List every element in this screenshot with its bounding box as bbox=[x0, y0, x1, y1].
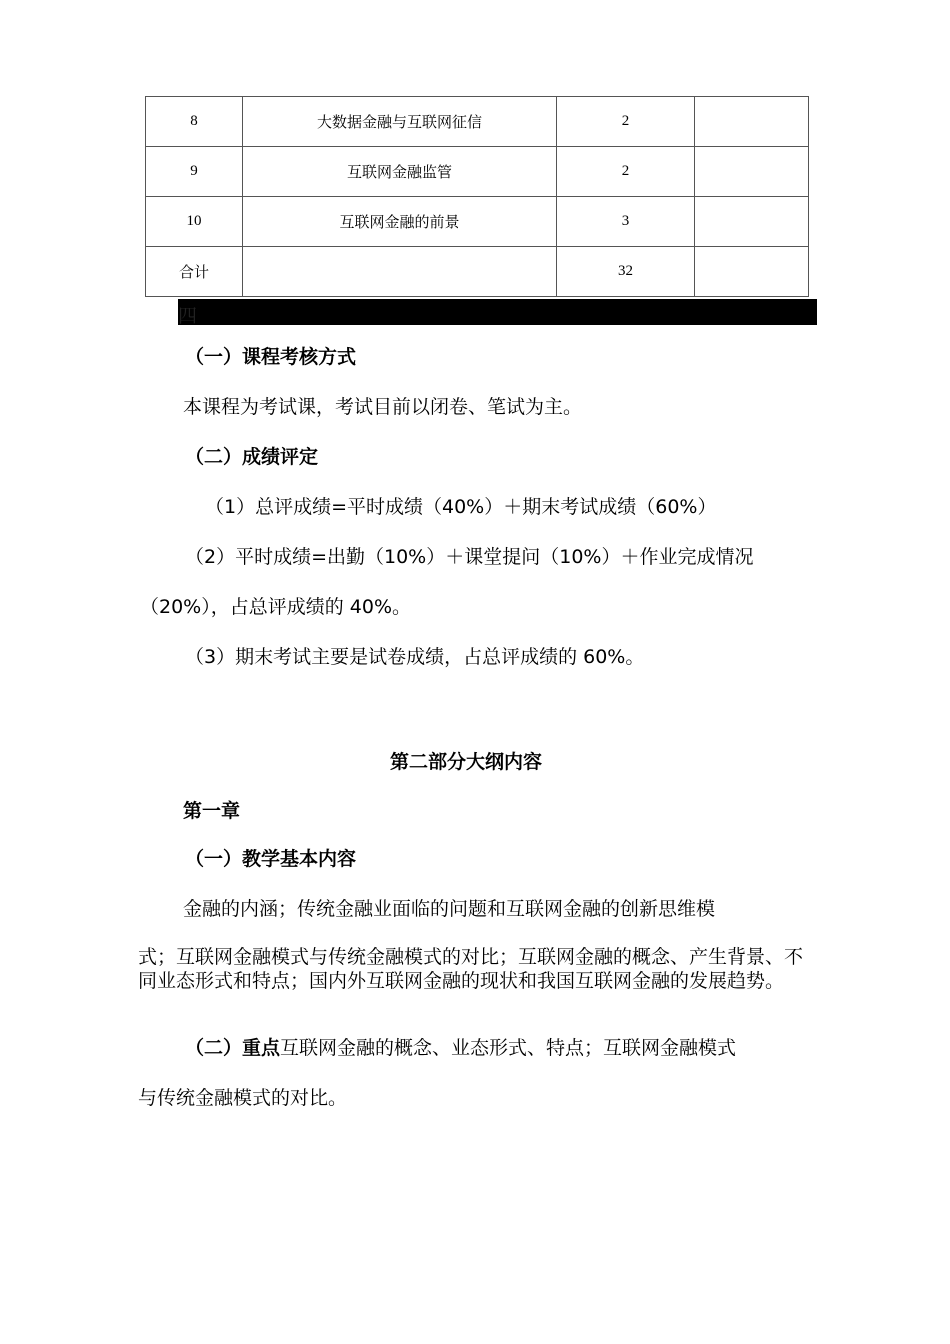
hours-cell: 2 bbox=[557, 97, 695, 147]
key-points-text: 互联网金融的概念、业态形式、特点；互联网金融模式 bbox=[280, 1037, 737, 1059]
assessment-method-heading: （一）课程考核方式 bbox=[185, 346, 357, 368]
section-number-marker: 四 bbox=[178, 305, 198, 327]
hours-cell: 3 bbox=[557, 197, 695, 247]
grading-item-2-line-2: （20%），占总评成绩的 40%。 bbox=[140, 596, 412, 618]
total-label-cell: 合计 bbox=[146, 247, 243, 297]
teaching-content-line-1: 金融的内涵；传统金融业面临的问题和互联网金融的创新思维模 bbox=[183, 898, 716, 920]
note-cell bbox=[695, 147, 809, 197]
key-points-line-2: 与传统金融模式的对比。 bbox=[138, 1087, 348, 1109]
chapter-number-cell: 8 bbox=[146, 97, 243, 147]
note-cell bbox=[695, 197, 809, 247]
grading-item-2-line-1: （2）平时成绩=出勤（10%）＋课堂提问（10%）＋作业完成情况 bbox=[185, 546, 754, 568]
table-total-row bbox=[146, 247, 809, 297]
note-cell bbox=[695, 247, 809, 297]
chapter-title-cell bbox=[243, 247, 557, 297]
chapter-title-cell: 互联网金融的前景 bbox=[243, 197, 557, 247]
chapter-number-cell: 10 bbox=[146, 197, 243, 247]
note-cell bbox=[695, 97, 809, 147]
course-hours-table bbox=[145, 96, 809, 297]
key-points-line-1 bbox=[185, 1035, 736, 1061]
total-hours-cell: 32 bbox=[557, 247, 695, 297]
key-points-label: （二）重点 bbox=[185, 1037, 281, 1059]
table-row bbox=[146, 97, 809, 147]
grading-item-1: （1）总评成绩=平时成绩（40%）＋期末考试成绩（60%） bbox=[205, 496, 717, 518]
part-two-title: 第二部分大纲内容 bbox=[390, 751, 543, 773]
teaching-content-paragraph: 式；互联网金融模式与传统金融模式的对比；互联网金融的概念、产生背景、不同业态形式和特点；国内外互联网金融的现状和我国互联网金融的发展趋势。 bbox=[138, 946, 804, 992]
table-row bbox=[146, 197, 809, 247]
hours-cell: 2 bbox=[557, 147, 695, 197]
chapter-title-cell: 互联网金融监管 bbox=[243, 147, 557, 197]
chapter-title-cell: 大数据金融与互联网征信 bbox=[243, 97, 557, 147]
assessment-method-text: 本课程为考试课，考试目前以闭卷、笔试为主。 bbox=[183, 396, 583, 418]
teaching-content-heading: （一）教学基本内容 bbox=[185, 848, 357, 870]
chapter-number-cell: 9 bbox=[146, 147, 243, 197]
grading-heading: （二）成绩评定 bbox=[185, 446, 319, 468]
section-heading-redaction-bar bbox=[178, 299, 817, 325]
table-row bbox=[146, 147, 809, 197]
chapter-heading: 第一章 bbox=[183, 800, 241, 822]
grading-item-3: （3）期末考试主要是试卷成绩，占总评成绩的 60%。 bbox=[185, 646, 645, 668]
